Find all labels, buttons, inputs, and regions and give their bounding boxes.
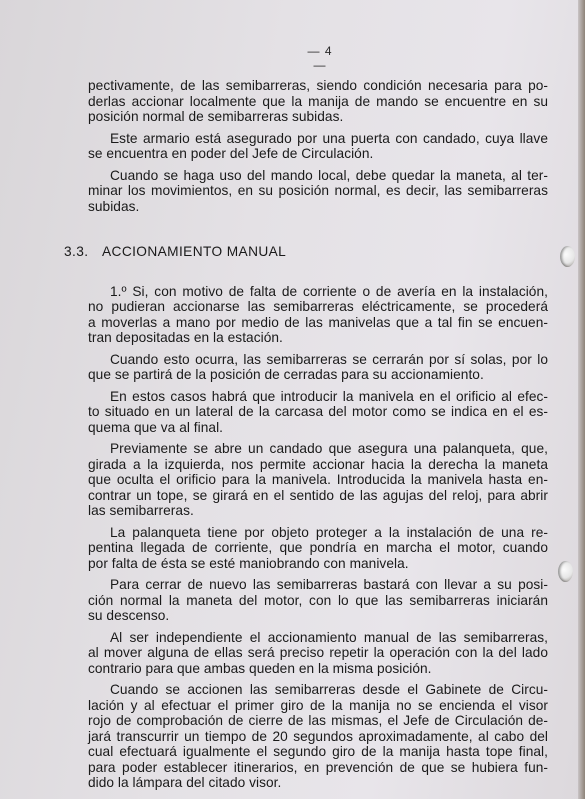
section-number: 3.3. <box>64 244 89 259</box>
text-line: que se partirá de la posición de cerradas para su accionamiento. <box>88 367 484 382</box>
text-line: girada a la izquierda, nos permite accionar hacia la derecha la maneta <box>88 456 548 472</box>
text-line: contrario para que ambas queden en la misma posición. <box>88 660 432 676</box>
page-number: — 4 — <box>307 44 333 72</box>
text-line: 1.º Si, con motivo de falta de corriente o de avería en la instalación, <box>110 283 548 299</box>
text-line: por falta de ésta se esté maniobrando con manivela. <box>88 555 409 571</box>
text-line: La palanqueta tiene por objeto proteger a la instalación de una re- <box>110 524 548 540</box>
text-line: rojo de comprobación de cierre de las mismas, el Jefe de Circulación de- <box>88 713 548 728</box>
paragraph <box>88 525 548 572</box>
paragraph <box>88 389 548 436</box>
binder-hole <box>558 561 573 582</box>
paragraph <box>88 682 548 791</box>
paragraph <box>88 441 548 519</box>
text-line: quema que va al final. <box>88 419 224 435</box>
paragraph <box>88 78 548 125</box>
text-line: derlas accionar localmente que la manija de mando se encuentre en su <box>88 93 548 109</box>
document-body <box>64 78 548 791</box>
text-line: que oculta el orificio para la manivela. Introducida la manivela hasta en- <box>88 472 548 487</box>
section-heading <box>64 244 548 260</box>
text-line: contrar un tope, se girará en el sentido de las agujas del reloj, para abrir <box>88 487 548 503</box>
text-line: jará transcurrir un tiempo de 20 segundos aproximadamente, al cabo del <box>88 728 548 744</box>
text-line: posición normal de semibarreras subidas. <box>88 109 344 124</box>
text-line: minar los movimientos, en su posición normal, es decir, las semibarreras <box>88 183 548 198</box>
text-line: dido la lámpara del citado visor. <box>88 775 282 790</box>
page-edge <box>578 0 585 799</box>
text-line: subidas. <box>88 198 140 214</box>
text-line: al mover alguna de ellas será preciso repetir la operación con la del lado <box>88 645 548 660</box>
text-line: Este armario está asegurado por una puerta con candado, cuya llave <box>110 130 548 146</box>
text-line: pentina llegada de corriente, que pondría en marcha el motor, cuando <box>88 540 548 555</box>
text-line: Previamente se abre un candado que asegura una palanqueta, que, <box>110 441 548 456</box>
binder-hole <box>560 246 575 267</box>
text-line: Para cerrar de nuevo las semibarreras bastará con llevar a su posi- <box>110 577 548 592</box>
text-line: to situado en un lateral de la carcasa del motor como se indica en el es- <box>88 404 548 419</box>
text-line: Al ser independiente el accionamiento manual de las semibarreras, <box>110 629 548 645</box>
text-line: Cuando esto ocurra, las semibarreras se cerrarán por sí solas, por lo <box>110 351 548 367</box>
paragraph <box>88 131 548 162</box>
text-line: se encuentra en poder del Jefe de Circulación. <box>88 146 374 161</box>
text-line: Cuando se haga uso del mando local, debe quedar la maneta, al ter- <box>110 167 548 183</box>
text-line: cual efectuará igualmente el segundo giro de la manija hasta tope final, <box>88 744 548 759</box>
paragraph <box>88 630 548 677</box>
text-line: En estos casos habrá que introducir la manivela en el orificio al efec- <box>110 388 548 404</box>
paragraph <box>88 284 548 346</box>
text-line: tran depositadas en la estación. <box>88 330 283 345</box>
text-line: Cuando se accionen las semibarreras desde el Gabinete de Circu- <box>110 682 548 697</box>
text-line: lación y al efectuar el primer giro de la manija no se encienda el visor <box>88 697 548 713</box>
text-line: las semibarreras. <box>88 503 194 518</box>
text-line: no pudieran accionarse las semibarreras eléctricamente, se procederá <box>88 299 548 314</box>
paragraph <box>88 352 548 383</box>
text-line: ción normal la maneta del motor, con lo que las semibarreras iniciarán <box>88 592 548 608</box>
text-line: pectivamente, de las semibarreras, siendo condición necesaria para po- <box>88 78 548 93</box>
paragraph <box>88 577 548 624</box>
text-line: para poder establecer itinerarios, en prevención de que se hubiera fun- <box>88 759 548 775</box>
text-line: a moverlas a mano por medio de las manivelas que a tal fin se encuen- <box>88 314 548 330</box>
text-line: su descenso. <box>88 608 170 623</box>
paragraph <box>88 168 548 215</box>
section-title: ACCIONAMIENTO MANUAL <box>102 244 287 259</box>
